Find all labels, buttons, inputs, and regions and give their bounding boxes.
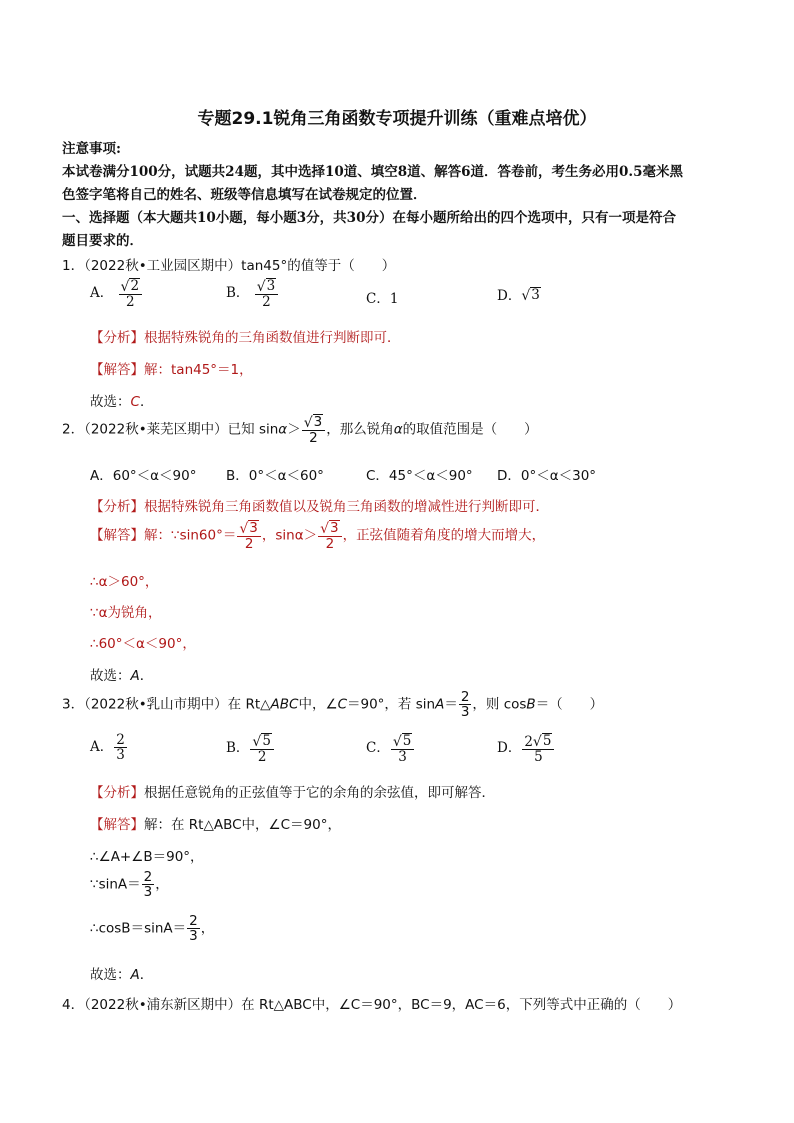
radicand: 3: [249, 520, 258, 536]
radicand: 3: [531, 287, 540, 304]
choice-end: ．: [139, 967, 154, 983]
question-1-answer: [90, 358, 253, 378]
step-text: ，: [155, 876, 169, 893]
answer-tag: 【解答】: [90, 527, 144, 544]
section-heading-2: 题目要求的．: [62, 233, 143, 249]
angle-a: A: [435, 696, 445, 713]
denominator: 2: [126, 294, 135, 311]
notice-line-1: 本试卷满分100分，试题共24题，其中选择10道、填空8道、解答6道．答卷前，考生务必用0.5毫米黑: [62, 164, 684, 180]
option-label: D．: [497, 740, 522, 757]
radicand: 5: [402, 733, 412, 749]
question-3-option-d: D． 2 √ 5 5: [497, 733, 555, 764]
analysis-text: 根据特殊锐角三角函数值以及锐角三角函数的增减性进行判断即可．: [144, 499, 549, 515]
question-3-step-1: ∴∠A+∠B＝90°，: [90, 849, 204, 865]
stem-text: ＝90°，若 sin: [347, 696, 436, 713]
question-2-option-b: B．0°＜α＜60°: [226, 468, 324, 484]
option-label: D．: [497, 288, 522, 304]
alpha: α: [278, 421, 288, 438]
analysis-tag: 【分析】: [90, 499, 144, 515]
question-2-option-a: A．60°＜α＜90°: [90, 468, 197, 484]
page-title: 专题29.1锐角三角函数专项提升训练（重难点培优）: [197, 109, 597, 129]
numerator: 2: [143, 869, 153, 885]
question-3-stem: [62, 690, 603, 719]
question-3-option-c: C． √ 5 3: [366, 733, 415, 764]
stem-text: 中，∠: [298, 696, 338, 713]
numerator: 2: [189, 913, 198, 929]
section-heading-1: 一、选择题（本大题共10小题，每小题3分，共30分）在每小题所给出的四个选项中，只有一项是符合: [62, 210, 676, 226]
radicand: 3: [266, 278, 276, 294]
question-1-option-b: B． √ 3 2: [226, 278, 279, 309]
angle-b: B: [526, 696, 536, 713]
denominator: 3: [143, 884, 153, 901]
numerator: 2: [460, 689, 470, 705]
radicand: 5: [542, 733, 552, 749]
question-1-choice: [90, 390, 153, 410]
stem-text: ＝（ ）: [535, 696, 604, 713]
denominator: 2: [309, 430, 318, 447]
denominator: 2: [325, 536, 335, 553]
choice-label: 故选：: [90, 967, 131, 983]
question-3-option-b: B． √ 5 2: [226, 733, 275, 764]
analysis-tag: 【分析】: [90, 785, 144, 801]
radicand: 2: [130, 278, 140, 294]
choice-label: 故选：: [90, 394, 131, 410]
question-2-choice: [90, 664, 153, 684]
denominator: 2: [244, 536, 254, 553]
question-2-step-3: ∴60°＜α＜90°，: [90, 636, 196, 652]
question-2-analysis: [90, 495, 549, 515]
choice-letter: C: [130, 394, 140, 410]
question-1-option-c: C．1: [366, 291, 399, 307]
choice-end: ．: [139, 394, 154, 410]
stem-text: 2．（2022秋•莱芜区期中）已知 sin: [62, 421, 279, 438]
choice-label: 故选：: [90, 668, 131, 684]
eq: ＝: [444, 696, 458, 713]
question-3-choice: [90, 963, 153, 983]
option-label: A．: [90, 739, 114, 756]
option-label: B．: [226, 285, 250, 302]
angle-c: C: [337, 696, 347, 713]
answer-text: 解：在 Rt△ABC中，∠C＝90°，: [144, 817, 341, 833]
question-4-stem: 4．（2022秋•浦东新区期中）在 Rt△ABC中，∠C＝90°，BC＝9，AC＝6，下列等式中正确的（ ）: [62, 997, 682, 1013]
question-2-step-1: ∴α＞60°，: [90, 574, 159, 590]
notice-line-2: 色签字笔将自己的姓名、班级等信息填写在试卷规定的位置．: [62, 187, 427, 203]
radicand: 3: [330, 520, 339, 536]
stem-text: 3．（2022秋•乳山市期中）在 Rt△: [62, 696, 271, 713]
answer-tag: 【解答】: [90, 362, 144, 378]
radicand: 3: [313, 414, 323, 430]
option-label: B．: [226, 740, 250, 757]
answer-tag: 【解答】: [90, 817, 144, 833]
question-2-step-2: ∵α为锐角，: [90, 605, 162, 621]
question-3-answer: [90, 813, 341, 833]
step-text: ∴cosB＝sinA＝: [90, 920, 187, 937]
option-label: A．: [90, 285, 114, 302]
step-text: ∵sinA＝: [90, 876, 141, 893]
analysis-tag: 【分析】: [90, 330, 144, 346]
answer-text: 解：∵sin60°＝: [144, 527, 237, 544]
stem-text: ，则 cos: [472, 696, 527, 713]
denominator: 2: [262, 294, 271, 311]
question-2-option-c: C．45°＜α＜90°: [366, 468, 473, 484]
question-1-stem: 1．（2022秋•工业园区期中）tan45°的值等于（ ）: [62, 258, 396, 274]
question-2-answer: 【解答】解：∵sin60°＝ √ 3 2 ，sinα＞ √ 3 2 ，正弦值随着角度的增大而增大，: [90, 520, 546, 553]
triangle-name: ABC: [270, 696, 299, 713]
question-3-option-a: [90, 733, 128, 762]
stem-text: ，那么锐角: [326, 421, 394, 438]
question-2-option-d: D．0°＜α＜30°: [497, 468, 597, 484]
question-3-step-3: [90, 914, 214, 943]
question-1-option-d: D． √ 3: [497, 287, 540, 304]
gt: ＞: [287, 421, 301, 438]
stem-text: 的取值范围是（ ）: [402, 421, 538, 438]
choice-end: ．: [139, 668, 154, 684]
analysis-text: 根据任意锐角的正弦值等于它的余角的余弦值，即可解答．: [144, 785, 495, 801]
answer-text: ，正弦值随着角度的增大而增大，: [342, 527, 546, 544]
denominator: 3: [398, 749, 407, 766]
step-text: ，: [200, 920, 215, 937]
question-3-step-2: [90, 870, 169, 899]
denominator: 3: [189, 928, 198, 945]
denominator: 2: [257, 749, 267, 766]
answer-text: ，sinα＞: [261, 527, 318, 544]
alpha: α: [393, 421, 403, 438]
denominator: 3: [460, 704, 470, 721]
answer-text: 解：tan45°＝1，: [144, 362, 253, 378]
notice-heading: 注意事项:: [62, 141, 121, 157]
numerator: 2: [116, 732, 125, 748]
question-1-option-a: A． √ 2 2: [90, 278, 143, 309]
question-2-stem: 2．（2022秋•莱芜区期中）已知 sinα＞ √ 3 2 ，那么锐角α的取值范围是（ ）: [62, 414, 538, 447]
coefficient: 2: [524, 733, 533, 750]
denominator: 5: [534, 749, 543, 766]
denominator: 3: [116, 747, 125, 764]
radicand: 5: [262, 733, 271, 749]
question-1-analysis: [90, 326, 401, 346]
option-label: C．: [366, 740, 390, 757]
choice-letter: A: [130, 668, 140, 684]
choice-letter: A: [130, 967, 140, 983]
question-3-analysis: [90, 781, 495, 801]
analysis-text: 根据特殊锐角的三角函数值进行判断即可．: [144, 330, 401, 346]
